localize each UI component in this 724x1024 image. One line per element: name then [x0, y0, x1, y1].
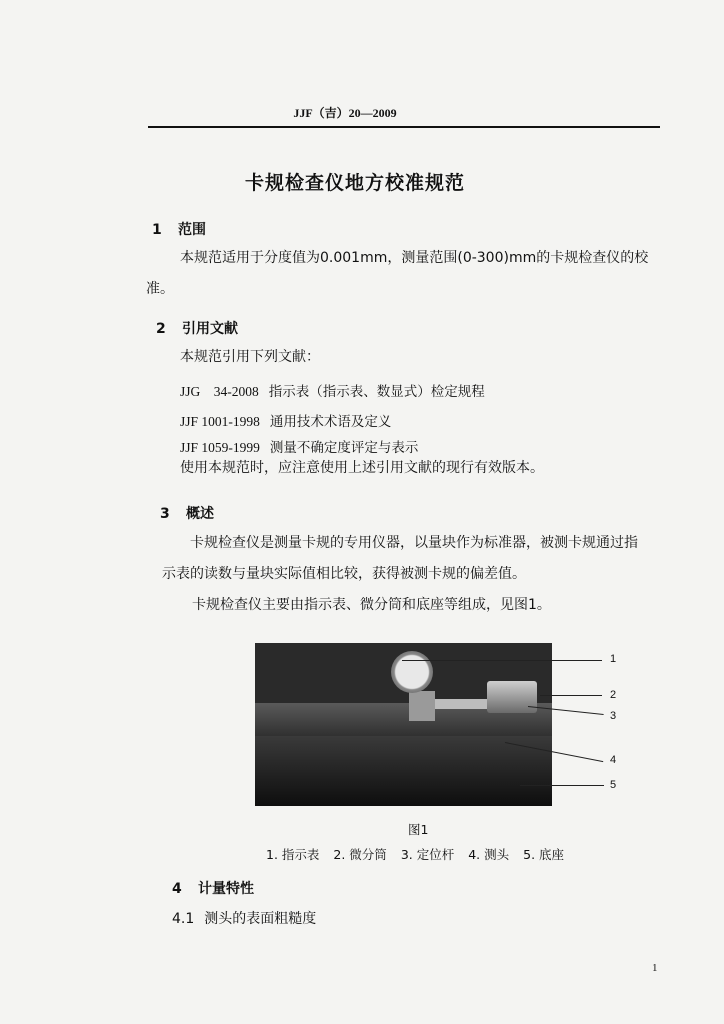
references-note: 使用本规范时，应注意使用上述引用文献的现行有效版本。: [180, 460, 544, 476]
reference-item: [180, 380, 485, 400]
reference-title: 测量不确定度评定与表示: [269, 440, 419, 456]
section-number: 2: [156, 321, 166, 337]
section-title: 计量特性: [198, 881, 254, 897]
reference-code: JJG 34-2008: [180, 384, 259, 399]
subsection-number: 4.1: [172, 911, 195, 927]
page-number: 1: [652, 962, 658, 974]
subsection-4-1: [172, 904, 316, 935]
instrument-photo: [255, 643, 552, 806]
callout-number: 1: [610, 653, 617, 665]
reference-item: [180, 410, 391, 430]
legend-item: 5. 底座: [523, 847, 565, 862]
reference-code: JJF 1059-1999: [180, 440, 260, 455]
figure-title: 图1: [408, 822, 429, 837]
reference-code: JJF 1001-1998: [180, 414, 260, 429]
legend-item: 4. 测头: [468, 847, 510, 862]
callout-number: 3: [610, 710, 617, 722]
section-1-paragraph-line2: 准。: [146, 281, 174, 297]
reference-title: 指示表（指示表、数显式）检定规程: [268, 384, 485, 400]
legend-item: 3. 定位杆: [400, 847, 455, 862]
dial-indicator-graphic: [391, 651, 433, 693]
references-intro: 本规范引用下列文献：: [180, 349, 320, 365]
section-2-heading: [156, 318, 238, 338]
subsection-title: 测头的表面粗糙度: [204, 911, 317, 927]
header-rule: [148, 126, 660, 128]
instrument-rod: [425, 699, 495, 709]
document-title: 卡规检查仪地方校准规范: [244, 172, 465, 194]
section-title: 范围: [178, 222, 206, 238]
legend-item: 2. 微分筒: [333, 847, 387, 862]
callout-number: 2: [610, 689, 617, 701]
callout-line-5: [520, 785, 604, 786]
legend-item: 1. 指示表: [266, 847, 320, 862]
section-number: 1: [152, 222, 162, 238]
callout-number: 5: [610, 779, 617, 791]
figure-legend: [266, 845, 578, 863]
callout-line-2: [540, 695, 602, 696]
section-title: 概述: [186, 506, 214, 522]
section-3-heading: [160, 503, 214, 523]
section-1-heading: [152, 219, 206, 239]
section-4-heading: [172, 878, 254, 898]
standard-code-header: JJF（吉）20—2009: [293, 106, 397, 120]
instrument-probe-head: [409, 691, 435, 721]
overview-paragraph-line2: 示表的读数与量块实际值相比较，获得被测卡规的偏差值。: [162, 566, 526, 582]
section-number: 3: [160, 506, 170, 522]
overview-paragraph-2: 卡规检查仪主要由指示表、微分筒和底座等组成，见图1。: [192, 597, 551, 613]
callout-number: 4: [610, 754, 617, 766]
instrument-base: [255, 736, 552, 806]
micrometer-graphic: [487, 681, 537, 713]
section-title: 引用文献: [182, 321, 238, 337]
section-1-paragraph-line1: 本规范适用于分度值为0.001mm，测量范围(0-300)mm的卡规检查仪的校: [180, 250, 649, 266]
callout-line-1: [402, 660, 602, 661]
overview-paragraph-line1: 卡规检查仪是测量卡规的专用仪器，以量块作为标准器，被测卡规通过指: [190, 535, 638, 551]
section-number: 4: [172, 881, 182, 897]
reference-title: 通用技术术语及定义: [269, 414, 392, 430]
